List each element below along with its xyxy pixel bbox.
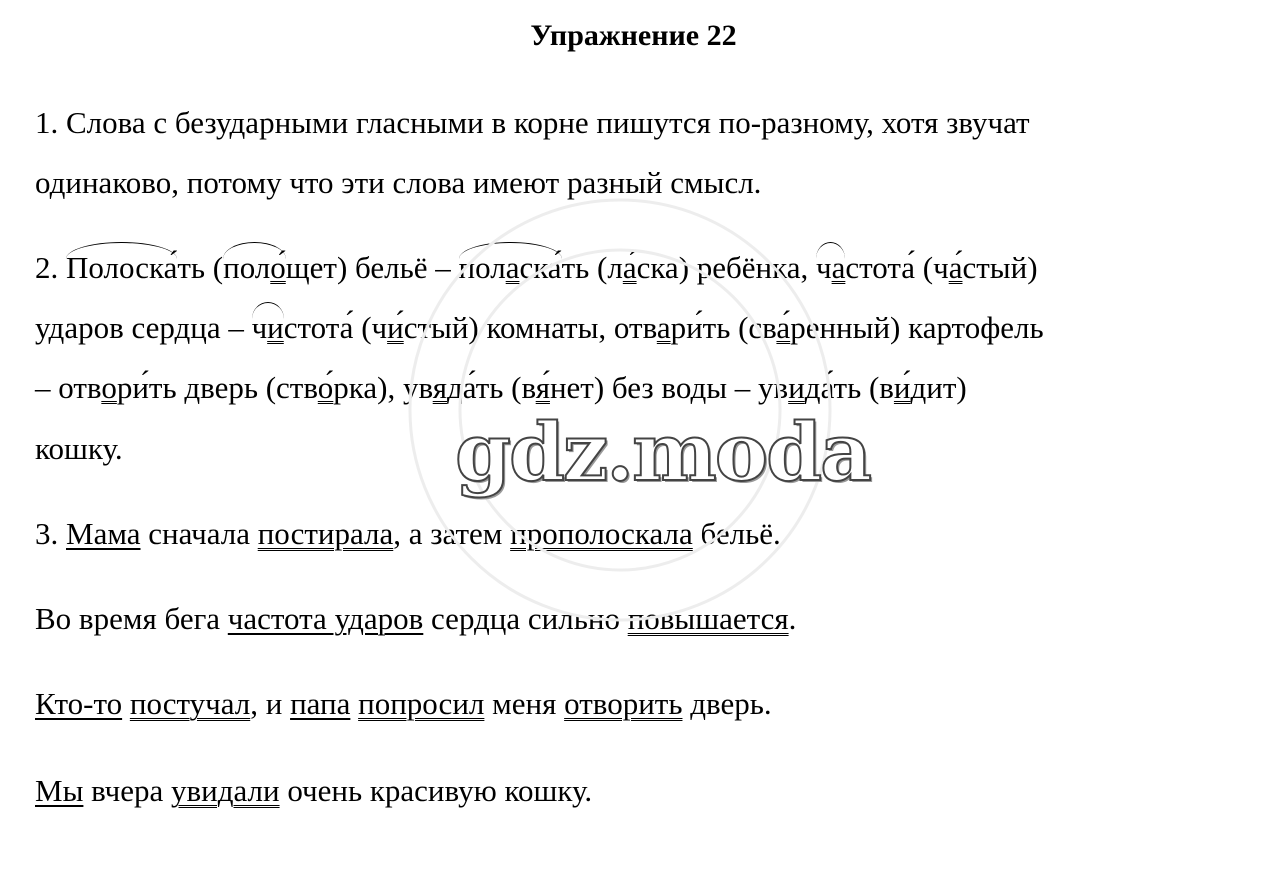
- text-segment: [350, 686, 358, 721]
- predicate-word: отворить: [564, 686, 683, 721]
- vowel-mark: о: [317, 370, 334, 405]
- text-segment: да́ть (в: [804, 370, 894, 405]
- text-segment: ) бельё –: [336, 250, 459, 285]
- text-segment: сердца сильно: [423, 601, 628, 636]
- text-segment: .: [788, 601, 797, 636]
- predicate-word: постирала: [257, 516, 394, 551]
- text-segment: стота́ (ч: [845, 250, 949, 285]
- text-segment: ́ренный) картофель: [790, 310, 1044, 345]
- item-number: 2.: [35, 250, 66, 285]
- sentence-1: [35, 514, 781, 554]
- predicate-word: прополоскала: [510, 516, 693, 551]
- text-segment: стота́ (ч: [283, 310, 388, 345]
- text-segment: ́стый): [962, 250, 1038, 285]
- word-root: ска: [519, 250, 562, 285]
- text-segment: да́ть (в: [446, 370, 536, 405]
- text-segment: ́щет: [285, 250, 337, 285]
- subject-word: Кто-то: [35, 686, 123, 721]
- text-segment: бельё.: [692, 516, 781, 551]
- paragraph-1-line-1: 1. Слова с безударными гласными в корне пишутся по-разному, хотя звучат: [35, 105, 1030, 140]
- paragraph-2-line-1: [35, 248, 1038, 288]
- paragraph-1-line-2: одинаково, потому что эти слова имеют разный смысл.: [35, 165, 762, 200]
- vowel-mark: я: [535, 370, 550, 405]
- vowel-mark: а: [776, 310, 791, 345]
- text-segment: меня: [484, 686, 565, 721]
- text-segment: сначала: [140, 516, 258, 551]
- text-segment: ри́ть дверь (ств: [116, 370, 318, 405]
- text-segment: ́стый) комнаты, отв: [403, 310, 657, 345]
- exercise-title: Упражнение 22: [530, 19, 737, 52]
- text-segment: [122, 686, 130, 721]
- subject-word: Мама: [66, 516, 141, 551]
- text-segment: ́ска) ребёнка,: [636, 250, 816, 285]
- predicate-word: увидали: [170, 773, 280, 808]
- sentence-2: [35, 599, 796, 639]
- text-segment: ударов сердца –: [35, 310, 252, 345]
- predicate-word: повышается: [627, 601, 789, 636]
- sentence-3: [35, 684, 772, 724]
- word-root: ч: [816, 250, 832, 285]
- paragraph-2-line-2: [35, 308, 1044, 348]
- text-segment: очень красивую кошку.: [279, 773, 593, 808]
- vowel-mark: о: [101, 370, 117, 405]
- vowel-mark: и: [267, 310, 284, 345]
- vowel-mark: о: [270, 250, 286, 285]
- vowel-mark: я: [432, 370, 447, 405]
- root-mark: [816, 248, 845, 288]
- subject-word: папа: [290, 686, 351, 721]
- text-segment: вчера: [83, 773, 171, 808]
- vowel-mark: и: [788, 370, 805, 405]
- text-segment: ́ть (: [177, 250, 224, 285]
- text-segment: ри́ть (св: [670, 310, 777, 345]
- word-root: пол: [458, 250, 506, 285]
- vowel-mark: а: [948, 250, 963, 285]
- text-segment: , и: [250, 686, 291, 721]
- sentence-4: [35, 771, 592, 811]
- watermark-logo: gdz.moda: [455, 405, 870, 499]
- text-segment: дверь.: [682, 686, 772, 721]
- subject-word: Мы: [35, 773, 84, 808]
- root-mark: [252, 308, 284, 348]
- predicate-word: постучал: [129, 686, 251, 721]
- vowel-mark: а: [505, 250, 520, 285]
- word-root: ч: [251, 310, 268, 345]
- root-mark: [223, 248, 286, 288]
- vowel-mark: а: [656, 310, 671, 345]
- item-number: 3.: [35, 516, 66, 551]
- vowel-mark: и: [387, 310, 404, 345]
- text-segment: ́нет) без воды – ув: [549, 370, 789, 405]
- word-root: пол: [223, 250, 271, 285]
- vowel-mark: а: [622, 250, 637, 285]
- root-mark: [459, 248, 562, 288]
- predicate-word: попросил: [358, 686, 485, 721]
- paragraph-2-line-3: [35, 368, 967, 408]
- text-segment: , а затем: [393, 516, 511, 551]
- subject-word: частота ударов: [227, 601, 424, 636]
- root-mark: [66, 248, 177, 288]
- text-segment: Во время бега: [35, 601, 228, 636]
- word-root: Полоска: [66, 250, 178, 285]
- paragraph-2-line-4: кошку.: [35, 431, 123, 466]
- text-segment: ́ть (л: [561, 250, 623, 285]
- text-segment: ́рка), ув: [333, 370, 433, 405]
- text-segment: – отв: [35, 370, 102, 405]
- vowel-mark: а: [831, 250, 846, 285]
- text-segment: ́дит): [910, 370, 967, 405]
- vowel-mark: и: [893, 370, 911, 405]
